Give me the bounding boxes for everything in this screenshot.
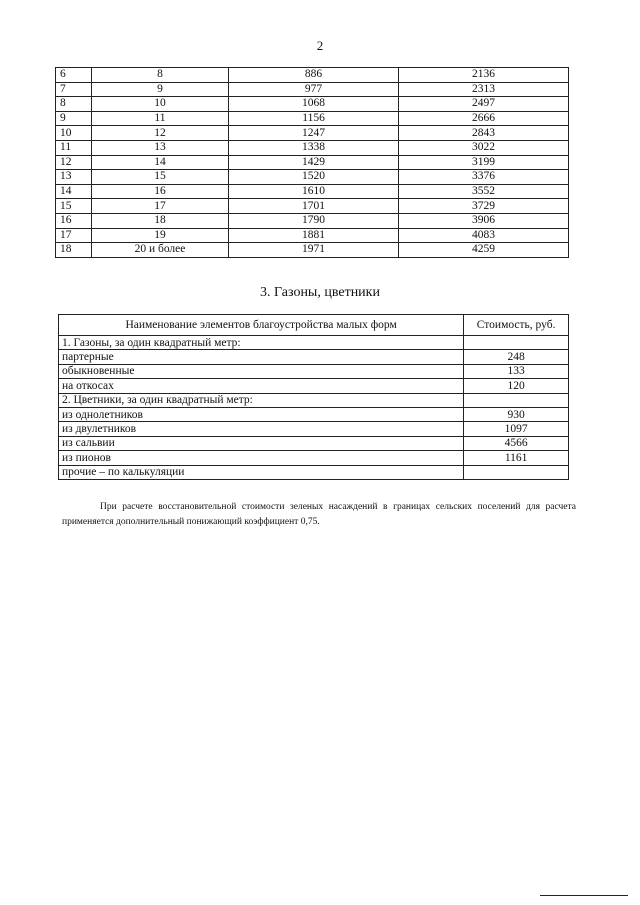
table-row <box>59 364 569 378</box>
table-cell: 3022 <box>399 140 569 155</box>
table-cell: 2136 <box>399 68 569 83</box>
table-cell: 2497 <box>399 97 569 112</box>
table-cell: 2843 <box>399 126 569 141</box>
table-cell: 4083 <box>399 228 569 243</box>
table-cell: 11 <box>91 111 228 126</box>
header-row <box>59 315 569 336</box>
item-name: из двулетников <box>59 422 464 436</box>
table-cell: 3729 <box>399 199 569 214</box>
table-cell: 1610 <box>229 184 399 199</box>
table-cell: 20 и более <box>91 243 228 258</box>
table-row <box>59 379 569 393</box>
table-cell: 12 <box>91 126 228 141</box>
table-row <box>59 407 569 421</box>
table-row <box>59 451 569 465</box>
signature-line <box>540 895 628 896</box>
table-row <box>56 82 569 97</box>
item-name: прочие – по калькуляции <box>59 465 464 479</box>
table-cell: 11 <box>56 140 92 155</box>
item-price <box>464 336 569 350</box>
table-row <box>56 97 569 112</box>
item-name: из пионов <box>59 451 464 465</box>
table-row <box>56 68 569 83</box>
table-cell: 15 <box>91 170 228 185</box>
table-cell: 1338 <box>229 140 399 155</box>
item-price: 248 <box>464 350 569 364</box>
header-name: Наименование элементов благоустройства малых форм <box>59 315 464 336</box>
table-row <box>56 155 569 170</box>
table-row <box>56 170 569 185</box>
item-price: 120 <box>464 379 569 393</box>
table-row <box>59 465 569 479</box>
table-cell: 13 <box>91 140 228 155</box>
table-cell: 1701 <box>229 199 399 214</box>
item-name: 1. Газоны, за один квадратный метр: <box>59 336 464 350</box>
table-cell: 15 <box>56 199 92 214</box>
table-cell: 3906 <box>399 213 569 228</box>
table-row <box>56 126 569 141</box>
item-price: 930 <box>464 407 569 421</box>
table-cell: 977 <box>229 82 399 97</box>
table-cell: 19 <box>91 228 228 243</box>
table-cell: 886 <box>229 68 399 83</box>
table-cell: 14 <box>56 184 92 199</box>
table-cell: 7 <box>56 82 92 97</box>
page-number: 2 <box>316 38 324 53</box>
table-cell: 12 <box>56 155 92 170</box>
table-row <box>56 111 569 126</box>
table-row <box>59 422 569 436</box>
table-cell: 4259 <box>399 243 569 258</box>
item-name: партерные <box>59 350 464 364</box>
table-row <box>59 350 569 364</box>
table-row <box>59 436 569 450</box>
table-cell: 18 <box>56 243 92 258</box>
table-cell: 8 <box>56 97 92 112</box>
lawns-flowerbeds-table <box>58 314 569 480</box>
table-cell: 1790 <box>229 213 399 228</box>
item-price: 133 <box>464 364 569 378</box>
table-cell: 16 <box>56 213 92 228</box>
item-price <box>464 465 569 479</box>
item-price: 1097 <box>464 422 569 436</box>
table-cell: 1881 <box>229 228 399 243</box>
cost-table-continued <box>55 67 569 258</box>
table-cell: 1520 <box>229 170 399 185</box>
table-cell: 1156 <box>229 111 399 126</box>
table-cell: 3199 <box>399 155 569 170</box>
table-cell: 2313 <box>399 82 569 97</box>
item-price <box>464 393 569 407</box>
table-cell: 1971 <box>229 243 399 258</box>
table-cell: 3376 <box>399 170 569 185</box>
table-cell: 10 <box>56 126 92 141</box>
cost-table-body <box>56 68 569 258</box>
table-cell: 2666 <box>399 111 569 126</box>
table-cell: 6 <box>56 68 92 83</box>
item-name: 2. Цветники, за один квадратный метр: <box>59 393 464 407</box>
note-paragraph: При расчете восстановительной стоимости зеленых насаждений в границах сельских поселений для расчета применяется дополнительный понижающий коэффициент 0,75. <box>62 502 576 527</box>
table-cell: 10 <box>91 97 228 112</box>
table-row <box>56 243 569 258</box>
item-name: из сальвии <box>59 436 464 450</box>
table-row <box>56 228 569 243</box>
table-cell: 17 <box>56 228 92 243</box>
item-price: 1161 <box>464 451 569 465</box>
table-cell: 1068 <box>229 97 399 112</box>
table-cell: 14 <box>91 155 228 170</box>
table-cell: 8 <box>91 68 228 83</box>
table-cell: 1247 <box>229 126 399 141</box>
table-cell: 16 <box>91 184 228 199</box>
table-cell: 18 <box>91 213 228 228</box>
table-cell: 17 <box>91 199 228 214</box>
table-row <box>56 140 569 155</box>
section-title: 3. Газоны, цветники <box>260 285 380 300</box>
lawns-table-body <box>59 336 569 480</box>
table-cell: 9 <box>91 82 228 97</box>
item-name: из однолетников <box>59 407 464 421</box>
header-price: Стоимость, руб. <box>464 315 569 336</box>
item-price: 4566 <box>464 436 569 450</box>
item-name: на откосах <box>59 379 464 393</box>
table-row <box>59 393 569 407</box>
item-name: обыкновенные <box>59 364 464 378</box>
table-cell: 13 <box>56 170 92 185</box>
table-cell: 9 <box>56 111 92 126</box>
table-row <box>56 213 569 228</box>
table-row <box>59 336 569 350</box>
table-cell: 3552 <box>399 184 569 199</box>
table-cell: 1429 <box>229 155 399 170</box>
table-row <box>56 184 569 199</box>
table-header <box>59 315 569 336</box>
table-row <box>56 199 569 214</box>
